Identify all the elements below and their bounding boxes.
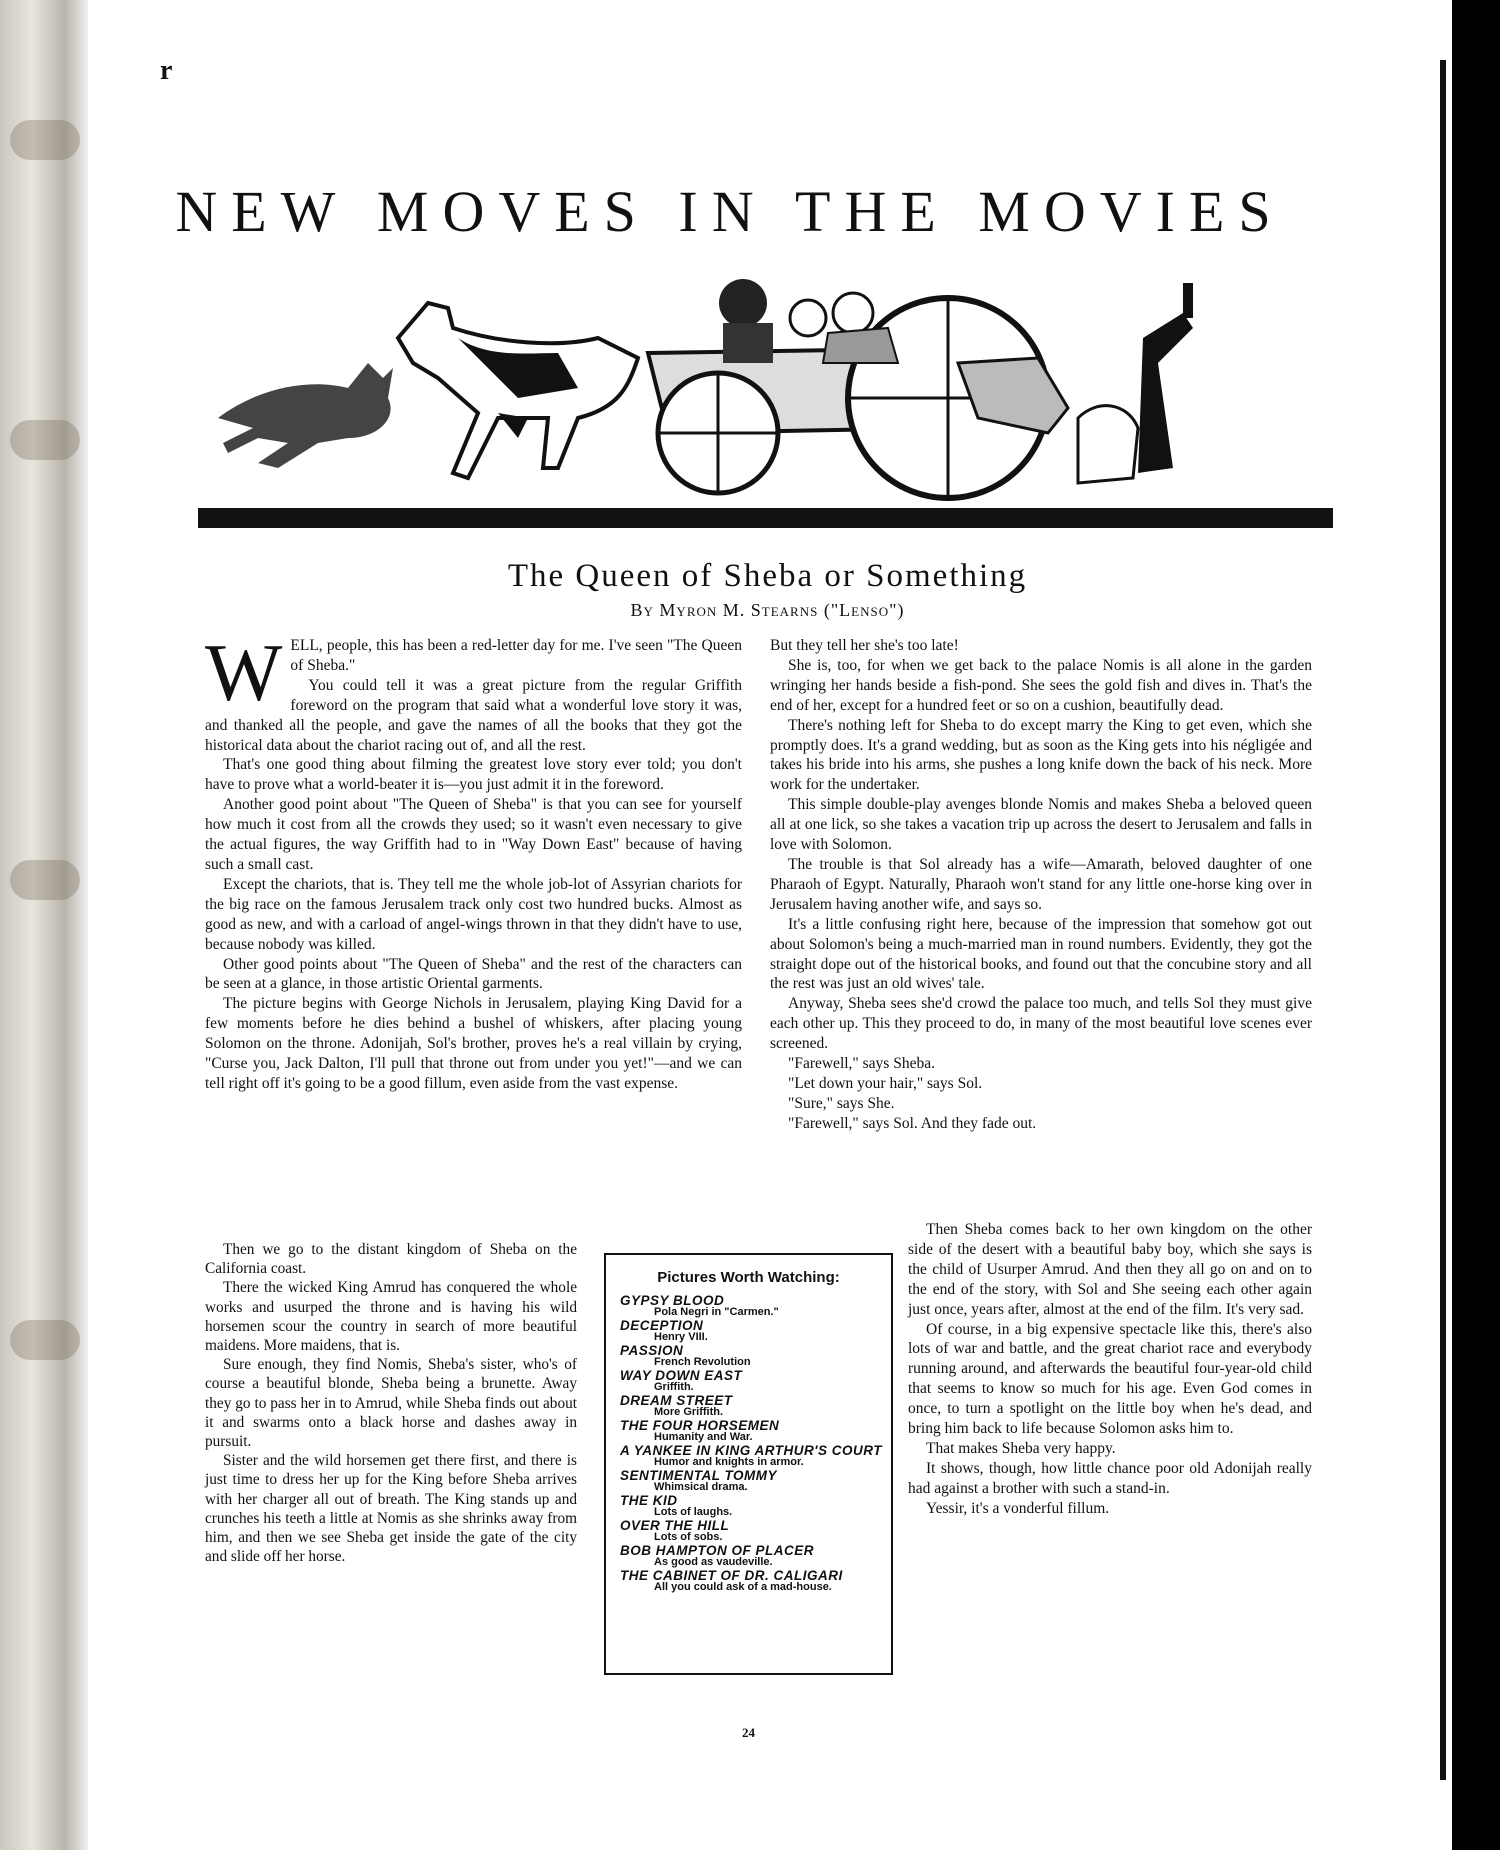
paragraph: Then we go to the distant kingdom of Sheba on the California coast. (205, 1241, 577, 1278)
movie-note: Pola Negri in "Carmen." (654, 1306, 779, 1318)
paragraph: That's one good thing about filming the greatest love story ever told; you don't have to prove what a world-beater it is—you just admit it in the foreword. (205, 756, 742, 794)
paragraph: It's a little confusing right here, because of the impression that somehow got out about Solomon's being a much-married man in round numbers. Evidently, they got the straight dope out of the historical books, and found out that the concubine story and all the rest was just an old wives' tale. (770, 915, 1312, 993)
book-spine (0, 0, 92, 1850)
drop-cap: W (205, 627, 283, 718)
paragraph: Sister and the wild horsemen get there first, and there is just time to dress her up for the King before Sheba arrives with her charger all out of breath. The King stands up and crunches his teeth a little at Nomis as she shrinks away from him, and then we see Sheba get inside the gate of the city and slide off her horse. (205, 1452, 577, 1566)
paragraph: There the wicked King Amrud has conquered the whole works and usurped the throne and is having his wild horsemen scour the country in search of more beautiful maidens. More maidens, that is. (205, 1279, 577, 1355)
paragraph: Anyway, Sheba sees she'd crowd the palace too much, and tells Sol they must give each other up. This they proceed to do, in many of the most beautiful love scenes ever screened. (770, 995, 1312, 1053)
movie-title: DECEPTION (620, 1318, 704, 1333)
column-2-lower (908, 1220, 1312, 1519)
movie-title: THE FOUR HORSEMEN (620, 1418, 780, 1433)
column-1 (205, 627, 742, 1094)
paragraph: But they tell her she's too late! (770, 637, 959, 654)
movie-title: A YANKEE IN KING ARTHUR'S COURT (620, 1443, 882, 1458)
paragraph: Then Sheba comes back to her own kingdom on the other side of the desert with a beautiful baby boy, which she says is the child of Usurper Amrud. And then they all go on and on to the end of the story, with Sol and She seeing each other again just once, years after, almost at the end of the film. It's very sad. (908, 1221, 1312, 1318)
paragraph: "Farewell," says Sol. And they fade out. (788, 1114, 1037, 1132)
movie-title: OVER THE HILL (620, 1518, 730, 1533)
paragraph: Sure enough, they find Nomis, Sheba's sister, who's of course a beautiful blonde, Sheba being a brunette. Away they go to pass her in to Amrud, while Sheba finds out about it and swarms onto a black horse and dashes away in pursuit. (205, 1356, 577, 1451)
paragraph: You could tell it was a great picture from the regular Griffith foreword on the program that said what a wonderful love story it was, and thanked all the people, and gave the names of all the books that they got the historical data about the chariot racing out of, and all the rest. (205, 676, 742, 754)
paragraph: It shows, though, how little chance poor old Adonijah really had against a brother with such a stand-in. (908, 1459, 1312, 1497)
pictures-worth-watching-box (604, 1253, 893, 1675)
movie-title: GYPSY BLOOD (620, 1293, 725, 1308)
paragraph: Other good points about "The Queen of Sheba" and the rest of the characters can be seen at a glance, in those artistic Oriental garments. (205, 955, 742, 993)
movie-note: More Griffith. (654, 1406, 724, 1418)
movie-note: French Revolution (654, 1356, 751, 1368)
movie-title: THE KID (620, 1493, 678, 1508)
movie-note: Whimsical drama. (654, 1481, 748, 1493)
article-title: The Queen of Sheba or Something (507, 558, 1028, 594)
movie-title: WAY DOWN EAST (620, 1368, 743, 1383)
paragraph: The picture begins with George Nichols in Jerusalem, playing King David for a few moments before he dies behind a bushel of whiskers, after placing young Solomon on the throne. Adonijah, Sol's brother, proves he's a real villain by crying, "Curse you, Jack Dalton, I'll pull that throne out from under you yet!"—and we can tell right off it's going to be a good fillum, even aside from the vast expense. (205, 995, 742, 1092)
paragraph: This simple double-play avenges blonde Nomis and makes Sheba a beloved queen all at one lick, so she takes a vacation trip up across the desert to Jerusalem and falls in love with Solomon. (770, 796, 1312, 854)
movie-title: BOB HAMPTON OF PLACER (620, 1543, 815, 1558)
movie-note: Griffith. (654, 1381, 694, 1393)
column-1-lower (205, 1240, 577, 1566)
movie-note: All you could ask of a mad-house. (654, 1581, 832, 1593)
movie-title: PASSION (620, 1343, 684, 1358)
watermark: comicbooks.com (1189, 1791, 1428, 1827)
paragraph: She is, too, for when we get back to the palace Nomis is all alone in the garden wringing her hands beside a fish-pond. She sees the gold fish and dives in. That's the end of her, except for a hundred feet or so on a cushion, beautifully dead. (770, 656, 1312, 714)
paragraph: Except the chariots, that is. They tell me the whole job-lot of Assyrian chariots for the big race on the famous Jerusalem track only cost two hundred bucks. Almost as good as new, and with a carload of angel-wings thrown in that they didn't have to use, because nobody was killed. (205, 875, 742, 953)
movie-note: Humor and knights in armor. (654, 1456, 804, 1468)
box-title: Pictures Worth Watching: (657, 1269, 840, 1286)
paragraph: There's nothing left for Sheba to do except marry the King to get even, which she promptly does. It's a grand wedding, but as soon as the King gets into his négligée and takes his bride into his arms, she pushes a long knife down the back of his neck. More work for the undertaker. (770, 716, 1312, 794)
paragraph: "Let down your hair," says Sol. (788, 1074, 983, 1092)
paragraph: WELL, people, this has been a red-letter day for me. I've seen "The Queen of Sheba." (205, 627, 742, 718)
movie-note: Henry VIII. (654, 1331, 708, 1343)
page-edge (1440, 60, 1446, 1780)
spine-marbling (10, 860, 80, 900)
page-number: 24 (742, 1725, 755, 1740)
spine-marbling (10, 420, 80, 460)
movie-title: SENTIMENTAL TOMMY (620, 1468, 777, 1483)
movie-title: THE CABINET OF DR. CALIGARI (620, 1568, 843, 1583)
movie-note: Humanity and War. (654, 1431, 753, 1443)
movie-title: DREAM STREET (620, 1393, 733, 1408)
paragraph: Another good point about "The Queen of Sheba" is that you can see for yourself how much it cost from all the crowds they used; so it wasn't even necessary to give the actual figures, the way Griffith had to in "Way Down East" because of having such a small cast. (205, 796, 742, 873)
byline: By Myron M. Stearns ("Lenso") (630, 600, 905, 620)
headline: NEW MOVES IN THE MOVIES (175, 179, 1285, 244)
movie-list (606, 1294, 891, 1593)
spine-marbling (10, 120, 80, 160)
paragraph: "Sure," says She. (788, 1094, 895, 1112)
movie-note: Lots of sobs. (654, 1531, 723, 1543)
movie-note: Lots of laughs. (654, 1506, 733, 1518)
corner-mark: r (160, 55, 173, 86)
paragraph: "Farewell," says Sheba. (788, 1055, 935, 1073)
paragraph: That makes Sheba very happy. (926, 1439, 1116, 1457)
paragraph: The trouble is that Sol already has a wife—Amarath, beloved daughter of one Pharaoh of Egypt. Naturally, Pharaoh won't stand for any little one-horse king over in Jerusalem having another wife, and says so. (770, 855, 1312, 913)
spine-marbling (10, 1320, 80, 1360)
movie-note: As good as vaudeville. (654, 1556, 773, 1568)
chariot-illustration (198, 268, 1333, 530)
paragraph: Of course, in a big expensive spectacle like this, there's also lots of war and battle, and the great chariot race and everybody running around, and afterwards the beautiful four-year-old child that seems to know so much for his age. Even God comes in once, to turn a spotlight on the little boy when he's dead, and bring him back to life because Solomon asks him to. (908, 1320, 1312, 1438)
paragraph: Yessir, it's a vonderful fillum. (926, 1499, 1110, 1517)
column-2 (770, 636, 1312, 1134)
